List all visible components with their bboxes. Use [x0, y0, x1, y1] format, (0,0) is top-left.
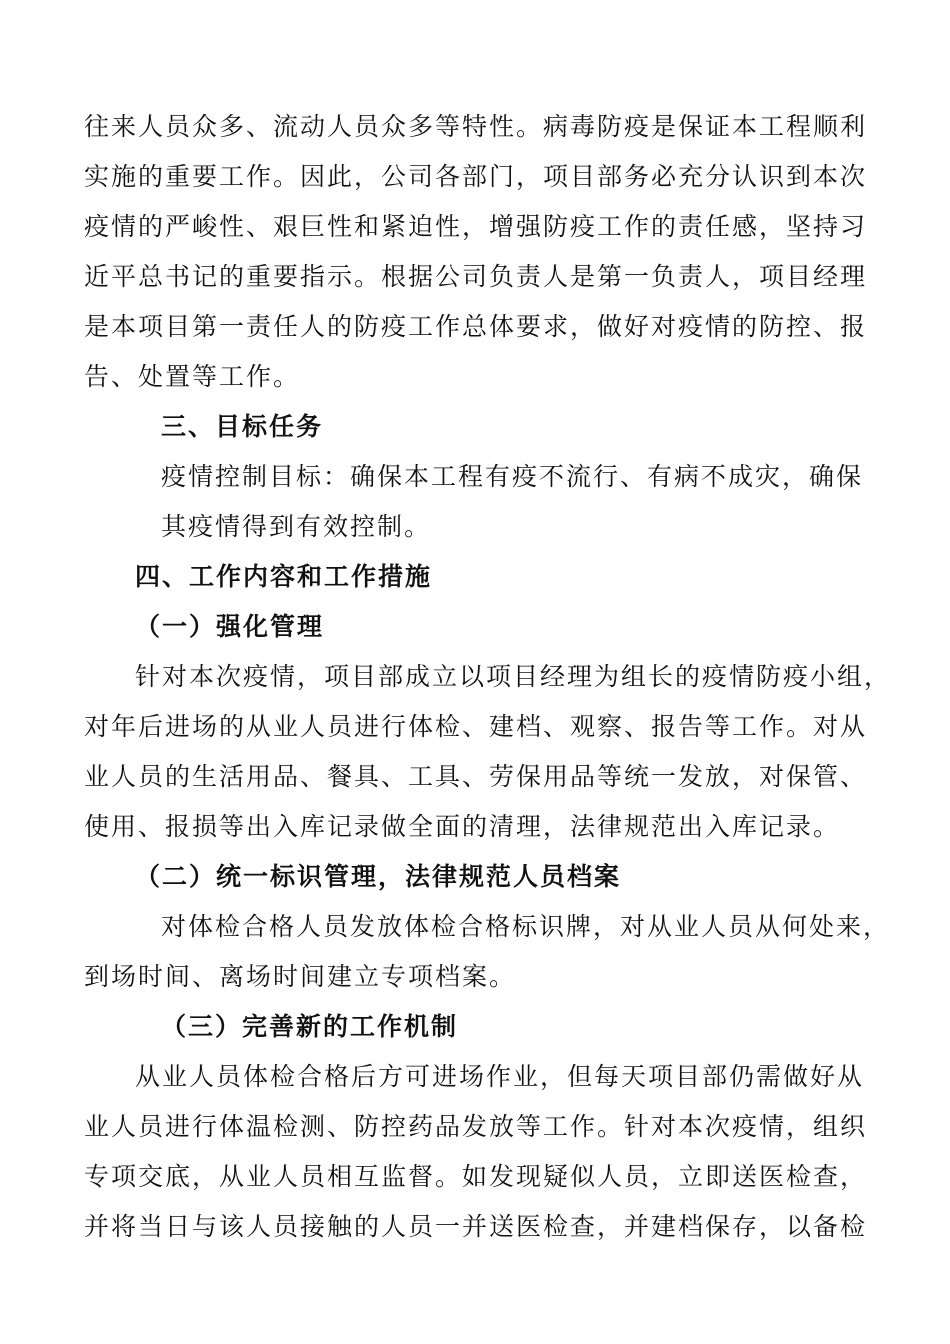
body-text-line: 是本项目第一责任人的防疫工作总体要求，做好对疫情的防控、报	[84, 312, 868, 341]
body-text-line: 业人员的生活用品、餐具、工具、劳保用品等统一发放，对保管、	[84, 762, 868, 791]
body-text-line: 疫情的严峻性、艰巨性和紧迫性，增强防疫工作的责任感，坚持习	[84, 212, 868, 241]
subsection-heading: （二）统一标识管理，法律规范人员档案	[135, 862, 622, 891]
body-text-line: 并将当日与该人员接触的人员一并送医检查，并建档保存，以备检	[84, 1212, 868, 1241]
body-text-line: 针对本次疫情，项目部成立以项目经理为组长的疫情防疫小组，	[135, 662, 892, 691]
subsection-heading: （一）强化管理	[135, 612, 325, 641]
body-text-line: 使用、报损等出入库记录做全面的清理，法律规范出入库记录。	[84, 812, 841, 841]
body-text-line: 实施的重要工作。因此，公司各部门，项目部务必充分认识到本次	[84, 162, 868, 191]
body-text-line: 近平总书记的重要指示。根据公司负责人是第一负责人，项目经理	[84, 262, 868, 291]
body-text-line: 到场时间、离场时间建立专项档案。	[84, 962, 517, 991]
body-text-line: 告、处置等工作。	[84, 362, 301, 391]
body-text-line: 对体检合格人员发放体检合格标识牌，对从业人员从何处来，	[161, 912, 891, 941]
section-heading: 三、目标任务	[161, 412, 324, 441]
body-text-line: 业人员进行体温检测、防控药品发放等工作。针对本次疫情，组织	[84, 1112, 868, 1141]
subsection-heading: （三）完善新的工作机制	[161, 1012, 459, 1041]
body-text-line: 其疫情得到有效控制。	[161, 512, 432, 541]
body-text-line: 从业人员体检合格后方可进场作业，但每天项目部仍需做好从	[135, 1062, 865, 1091]
body-text-line: 对年后进场的从业人员进行体检、建档、观察、报告等工作。对从	[84, 712, 868, 741]
body-text-line: 疫情控制目标：确保本工程有疫不流行、有病不成灾，确保	[161, 462, 864, 491]
body-text-line: 专项交底，从业人员相互监督。如发现疑似人员，立即送医检查，	[84, 1162, 868, 1191]
body-text-line: 往来人员众多、流动人员众多等特性。病毒防疫是保证本工程顺利	[84, 112, 868, 141]
section-heading: 四、工作内容和工作措施	[135, 562, 433, 591]
